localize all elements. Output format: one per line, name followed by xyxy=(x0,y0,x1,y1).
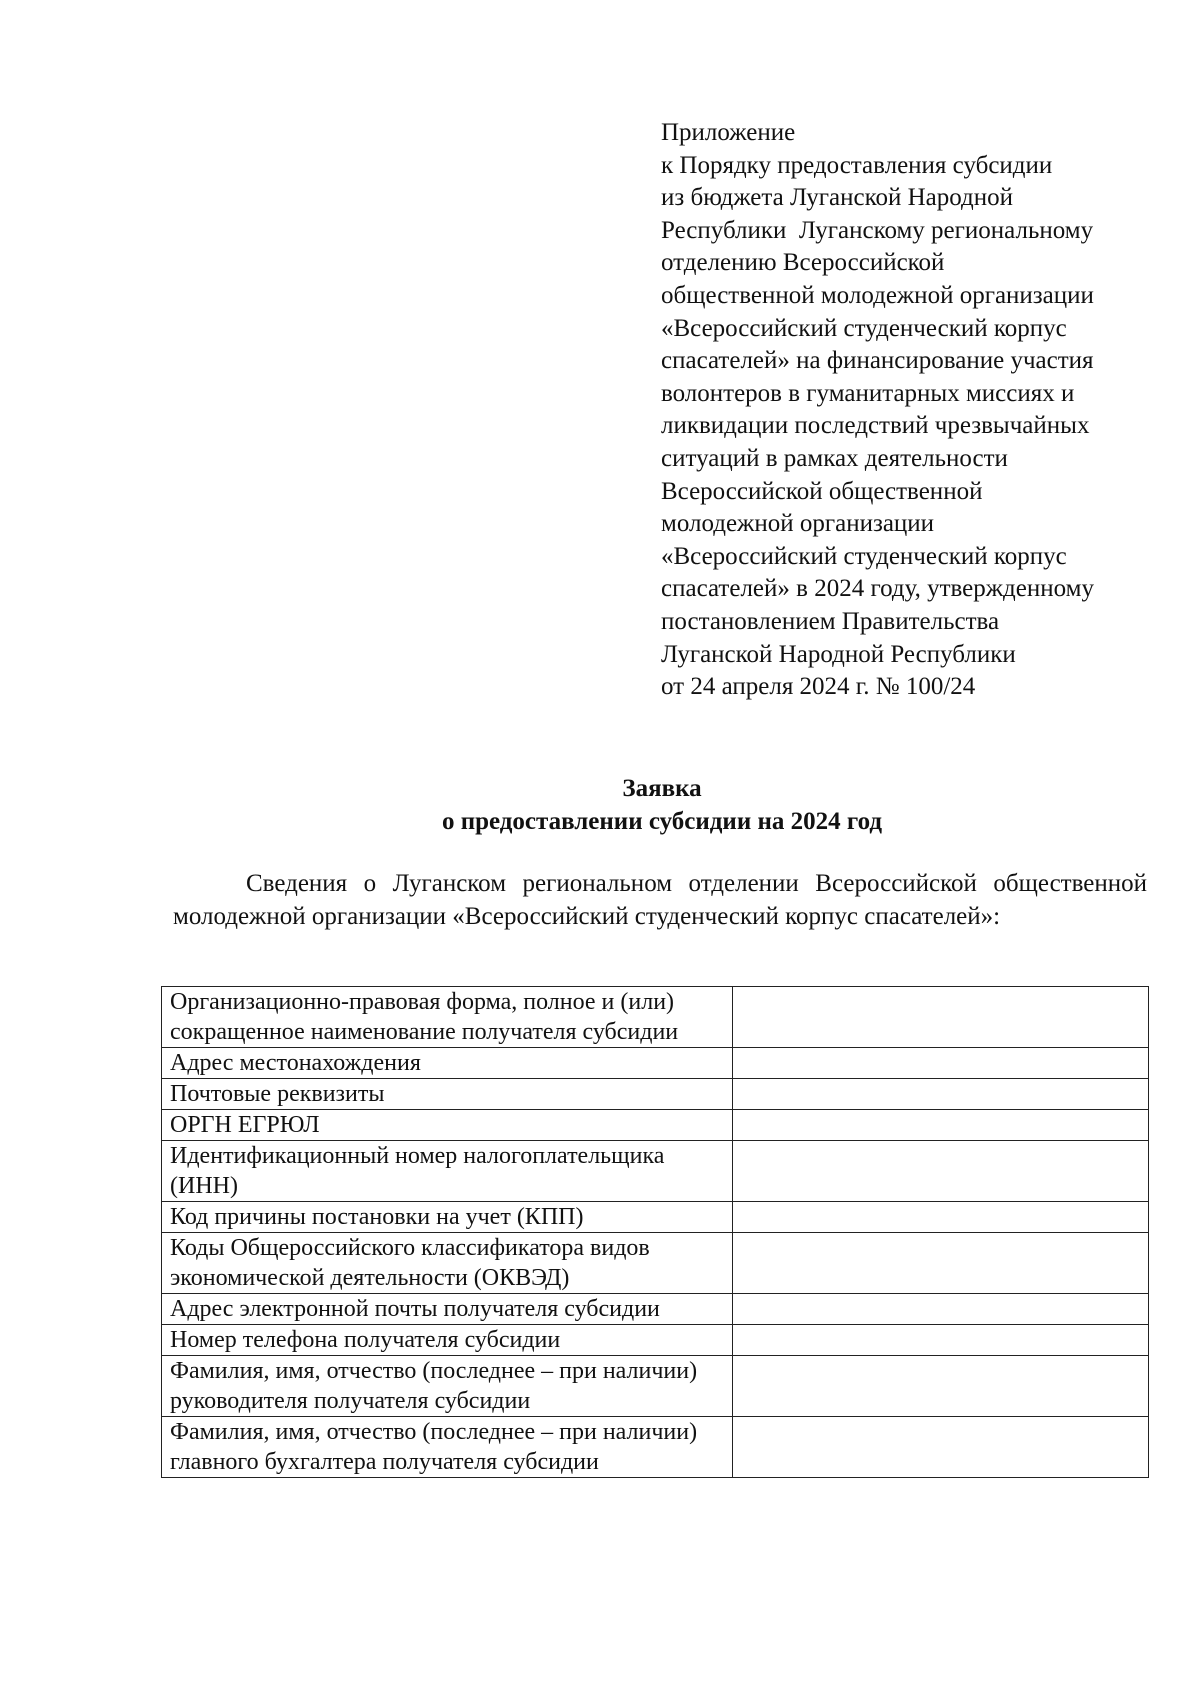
table-row xyxy=(162,1417,1149,1478)
appendix-line: из бюджета Луганской Народной xyxy=(661,184,1014,212)
row-label: Идентификационный номер налогоплательщика (ИНН) xyxy=(162,1141,733,1202)
row-label: Адрес электронной почты получателя субсидии xyxy=(162,1294,733,1325)
table-row xyxy=(162,1294,1149,1325)
table-row xyxy=(162,1048,1149,1079)
appendix-line: спасателей» в 2024 году, утвержденному xyxy=(661,575,1094,603)
row-value-cell[interactable] xyxy=(732,1417,1148,1478)
row-value-cell[interactable] xyxy=(732,1294,1148,1325)
appendix-line: «Всероссийский студенческий корпус xyxy=(661,542,1067,570)
appendix-line: ситуаций в рамках деятельности xyxy=(661,444,1008,472)
row-value-cell[interactable] xyxy=(732,1079,1148,1110)
table-row xyxy=(162,1202,1149,1233)
document-subtitle: о предоставлении субсидии на 2024 год xyxy=(441,808,883,835)
appendix-block xyxy=(661,117,1181,704)
appendix-line: волонтеров в гуманитарных миссиях и xyxy=(661,379,1075,407)
appendix-line: ликвидации последствий чрезвычайных xyxy=(661,412,1090,440)
row-value-cell[interactable] xyxy=(732,1141,1148,1202)
row-label: Фамилия, имя, отчество (последнее – при наличии) главного бухгалтера получателя субсидии xyxy=(162,1417,733,1478)
appendix-line: «Всероссийский студенческий корпус xyxy=(661,314,1067,342)
row-value-cell[interactable] xyxy=(732,1202,1148,1233)
table-row xyxy=(162,1233,1149,1294)
row-label: Организационно-правовая форма, полное и (или) сокращенное наименование получателя субсидии xyxy=(162,987,733,1048)
appendix-line: Всероссийской общественной xyxy=(661,477,983,505)
row-value-cell[interactable] xyxy=(732,1110,1148,1141)
appendix-line: Луганской Народной Республики xyxy=(661,640,1016,668)
row-value-cell[interactable] xyxy=(732,1325,1148,1356)
appendix-line: отделению Всероссийской xyxy=(661,249,945,277)
appendix-line: Республики Луганскому региональному xyxy=(661,216,1094,244)
row-value-cell[interactable] xyxy=(732,1233,1148,1294)
appendix-line: от 24 апреля 2024 г. № 100/24 xyxy=(661,673,976,701)
appendix-line: к Порядку предоставления субсидии xyxy=(661,151,1053,179)
row-label: ОРГН ЕГРЮЛ xyxy=(162,1110,733,1141)
row-label: Код причины постановки на учет (КПП) xyxy=(162,1202,733,1233)
appendix-line: молодежной организации xyxy=(661,510,935,538)
row-label: Фамилия, имя, отчество (последнее – при наличии) руководителя получателя субсидии xyxy=(162,1356,733,1417)
table-row xyxy=(162,1325,1149,1356)
appendix-line: общественной молодежной организации xyxy=(661,281,1094,309)
table-row xyxy=(162,1356,1149,1417)
document-title: Заявка xyxy=(622,775,702,802)
appendix-line: Приложение xyxy=(661,119,796,146)
appendix-line: постановлением Правительства xyxy=(661,607,1000,635)
table-row xyxy=(162,1141,1149,1202)
row-value-cell[interactable] xyxy=(732,1048,1148,1079)
row-label: Почтовые реквизиты xyxy=(162,1079,733,1110)
table-row xyxy=(162,987,1149,1048)
applicant-info-table xyxy=(161,986,1149,1478)
row-label: Коды Общероссийского классификатора видов экономической деятельности (ОКВЭД) xyxy=(162,1233,733,1294)
table-row xyxy=(162,1079,1149,1110)
intro-paragraph: Сведения о Луганском региональном отделении Всероссийской общественной молодежной организации «Всероссийский студенческий корпус спасателей»: xyxy=(173,870,1147,930)
appendix-line: спасателей» на финансирование участия xyxy=(661,347,1094,375)
table-row xyxy=(162,1110,1149,1141)
row-value-cell[interactable] xyxy=(732,1356,1148,1417)
row-label: Адрес местонахождения xyxy=(162,1048,733,1079)
row-label: Номер телефона получателя субсидии xyxy=(162,1325,733,1356)
row-value-cell[interactable] xyxy=(732,987,1148,1048)
